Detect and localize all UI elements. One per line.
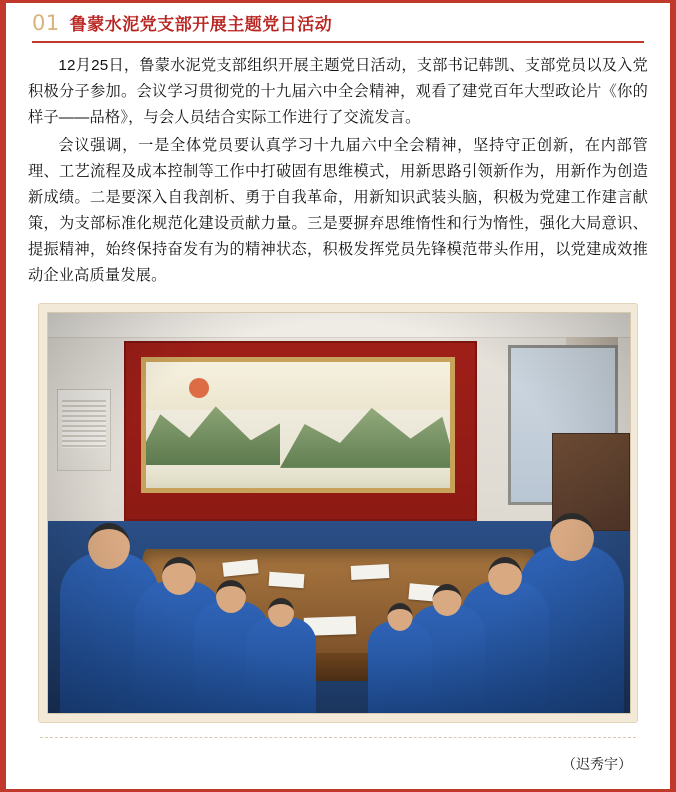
attendee-head (432, 584, 461, 616)
attendee (368, 621, 432, 713)
photo-frame (38, 303, 638, 723)
paragraph-2: 会议强调，一是全体党员要认真学习十九届六中全会精神，坚持守正创新，在内部管理、工艺流程及成本控制等工作中打破固有思维模式，用新思路引领新作为，用新作为创造新成绩。二是要深入自我剖析、勇于自我革命，用新知识武装头脑，积极为党建工作建言献策，为支部标准化规范化建设贡献力量。三是要摒弃思维惰性和行为惰性，强化大局意识、提振精神，始终保持奋发有为的精神状态，积极发挥党员先锋模范带头作用，以党建成效推动企业高质量发展。 (28, 137, 648, 284)
attendee-head (488, 557, 522, 595)
article-number: 01 (32, 11, 60, 35)
paper-sheet (350, 564, 389, 580)
paragraph-1: 12月25日，鲁蒙水泥党支部组织开展主题党日活动，支部书记韩凯、支部党员以及入党积极分子参加。会议学习贯彻党的十九届六中全会精神，观看了建党百年大型政论片《你的样子——品格》，与会人员结合实际工作进行了交流发言。 (28, 57, 648, 126)
attendee-head (388, 603, 413, 631)
landscape-painting (141, 357, 455, 493)
attendee-head (162, 557, 196, 595)
air-conditioner (57, 389, 111, 471)
page-inner (6, 0, 670, 774)
photo-ceiling (48, 313, 630, 338)
attendee-head (216, 580, 246, 613)
attendee-head (550, 513, 594, 561)
painting-water (146, 468, 450, 488)
paper-sheet (269, 572, 305, 588)
article-signature: （迟秀宇） (562, 756, 632, 772)
painting-sun (189, 378, 209, 398)
article-body (28, 43, 648, 289)
meeting-photo (47, 312, 631, 714)
attendee (246, 617, 316, 713)
page-title: 鲁蒙水泥党支部开展主题党日活动 (69, 15, 333, 34)
attendee-head (88, 523, 130, 569)
article-header (32, 0, 644, 43)
attendee-head (268, 598, 294, 627)
